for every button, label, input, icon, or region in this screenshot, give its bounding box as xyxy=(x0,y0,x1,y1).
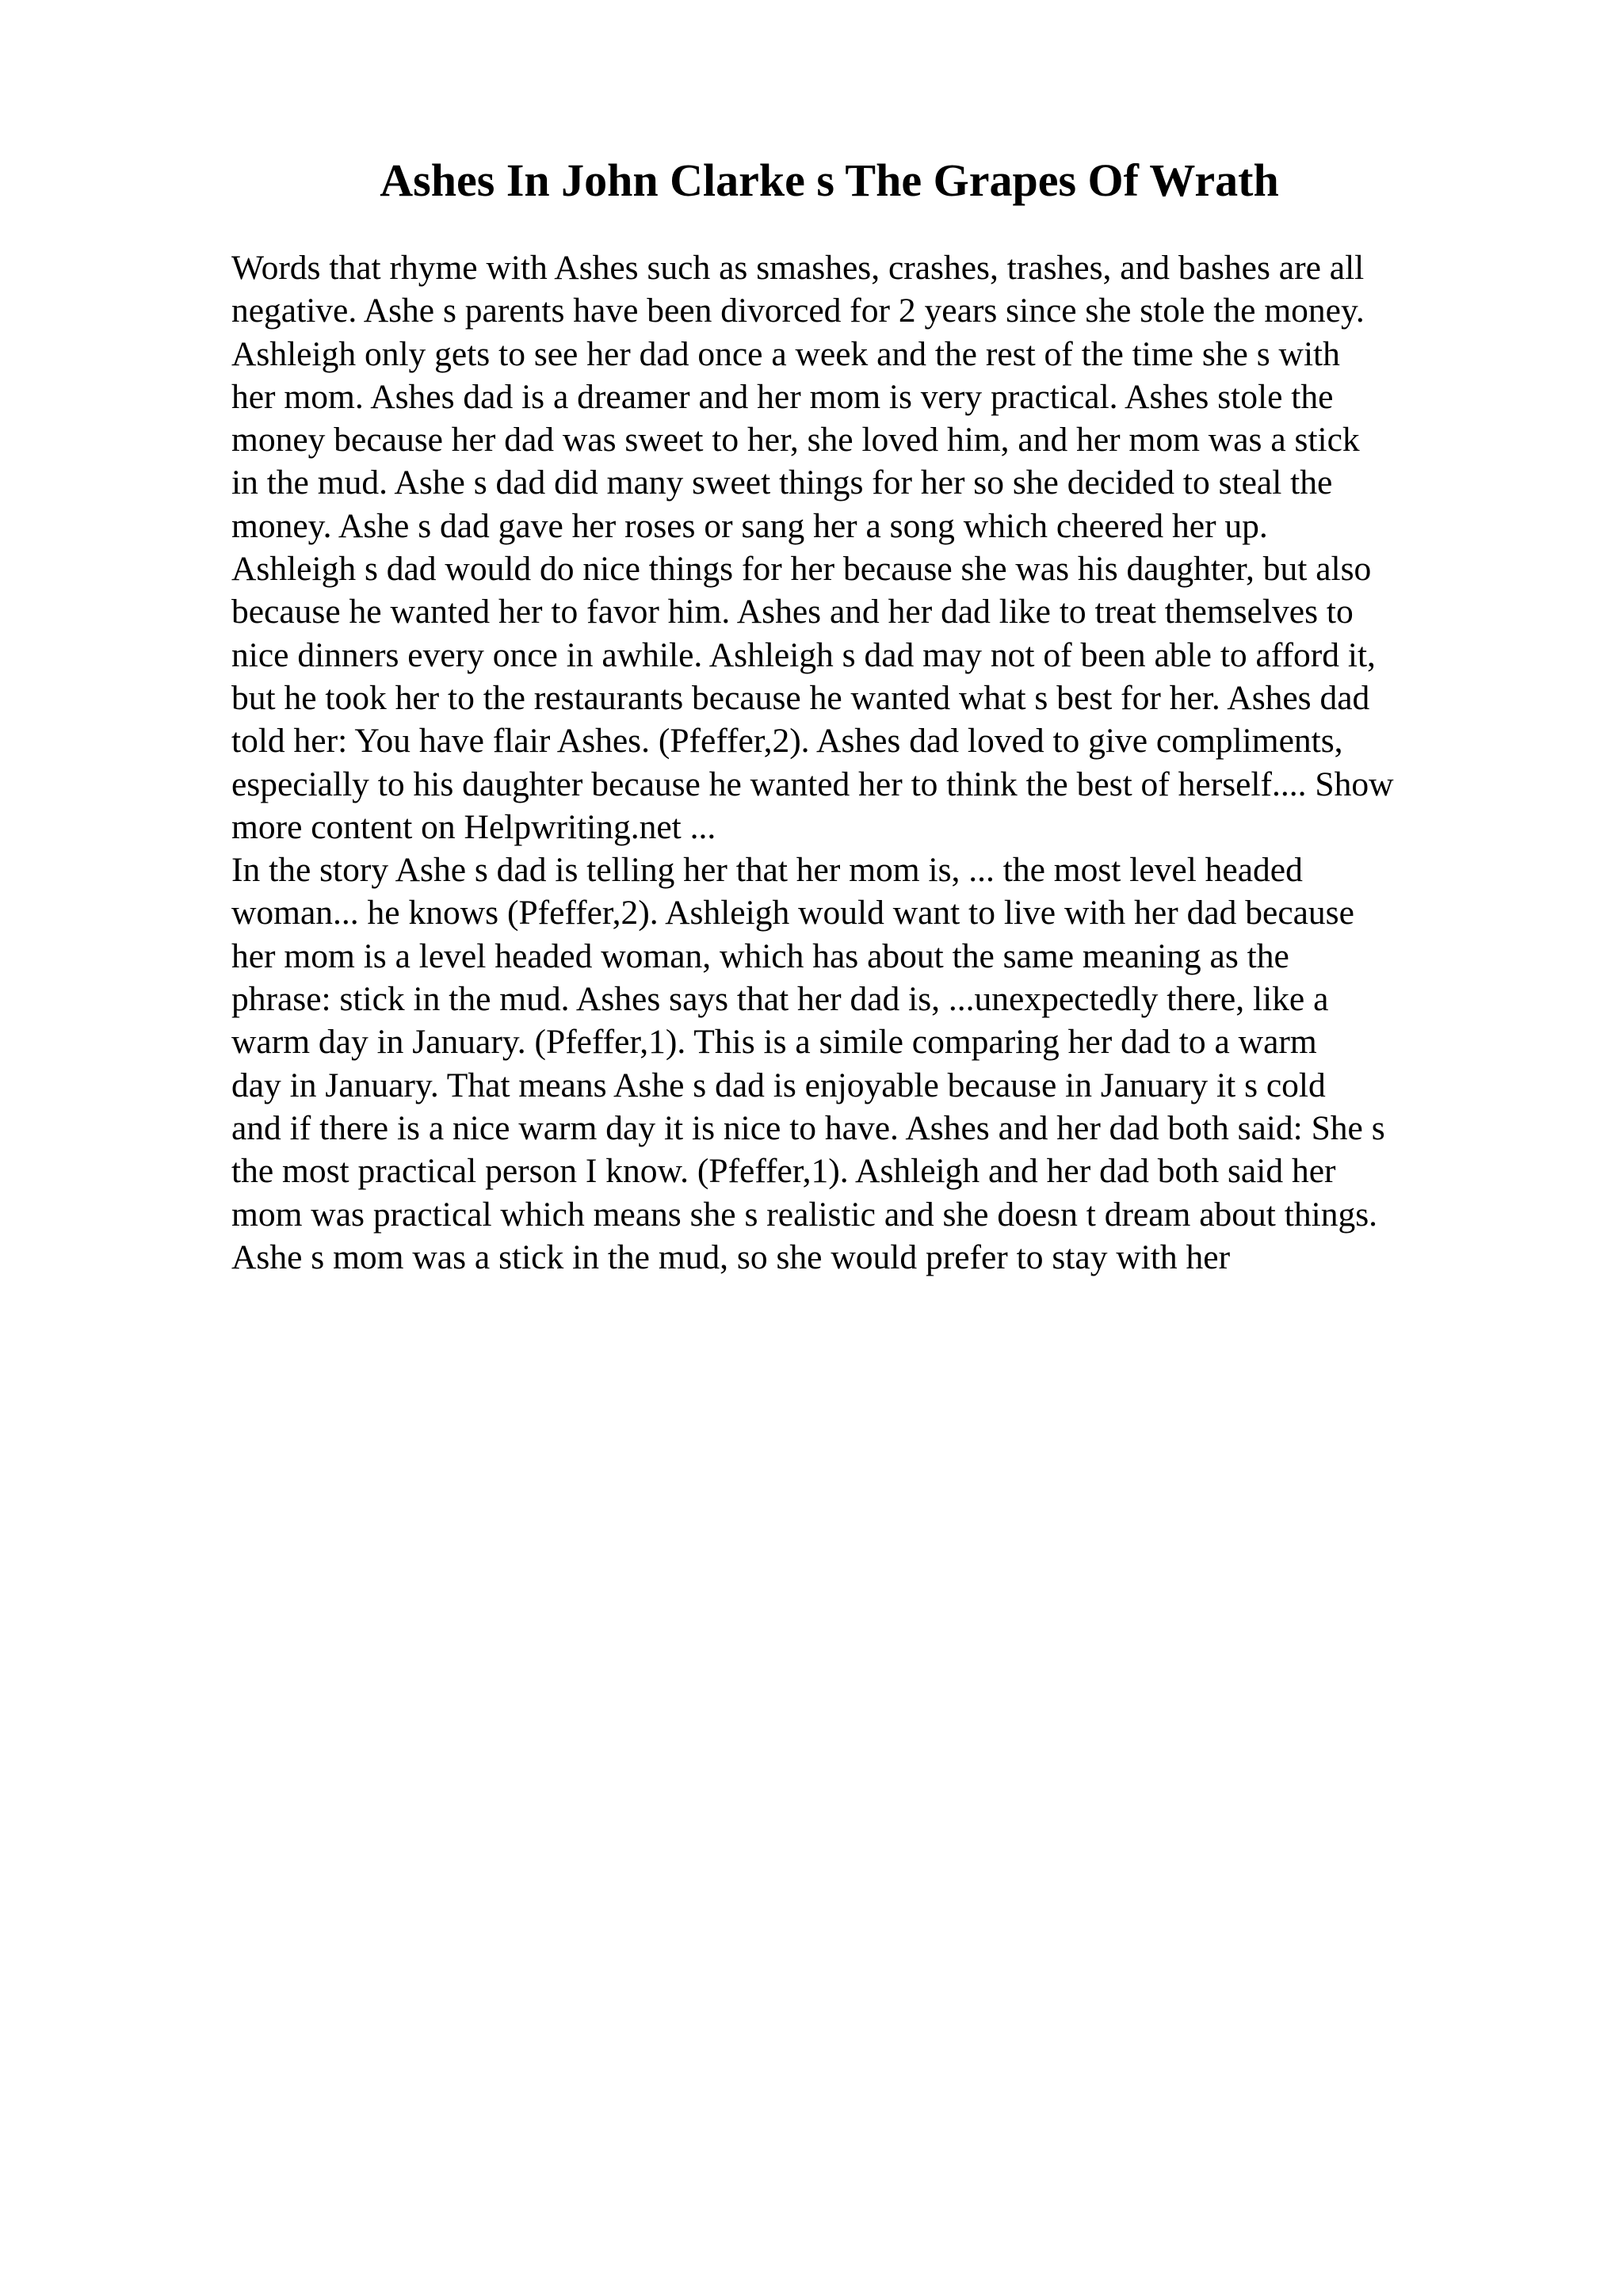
text-line: warm day in January. (Pfeffer,1). This is a simile comparing her dad to a warm xyxy=(231,1023,1317,1062)
text-line: In the story Ashe s dad is telling her that her mom is, ... the most level headed xyxy=(231,851,1303,890)
text-line: Ashe s mom was a stick in the mud, so she would prefer to stay with her xyxy=(231,1238,1231,1276)
text-line: money because her dad was sweet to her, she loved him, and her mom was a stick xyxy=(231,421,1360,460)
text-line: in the mud. Ashe s dad did many sweet things for her so she decided to steal the xyxy=(231,463,1333,502)
paragraph-2 xyxy=(231,849,1515,1279)
text-line: the most practical person I know. (Pfeffer,1). Ashleigh and her dad both said her xyxy=(231,1152,1336,1191)
text-line: Ashleigh only gets to see her dad once a week and the rest of the time she s with xyxy=(231,334,1340,373)
text-line: and if there is a nice warm day it is nice to have. Ashes and her dad both said: She s xyxy=(231,1108,1385,1147)
text-line: day in January. That means Ashe s dad is enjoyable because in January it s cold xyxy=(231,1066,1326,1104)
text-line: but he took her to the restaurants because he wanted what s best for her. Ashes dad xyxy=(231,678,1370,717)
document-title: Ashes In John Clarke s The Grapes Of Wrath xyxy=(380,154,1279,206)
text-line: money. Ashe s dad gave her roses or sang her a song which cheered her up. xyxy=(231,506,1268,545)
text-line: especially to his daughter because he wanted her to think the best of herself.... Show xyxy=(231,765,1394,803)
text-line: mom was practical which means she s realistic and she doesn t dream about things. xyxy=(231,1195,1377,1234)
text-line: told her: You have flair Ashes. (Pfeffer,2). Ashes dad loved to give compliments, xyxy=(231,722,1343,761)
text-line: because he wanted her to favor him. Ashes and her dad like to treat themselves to xyxy=(231,593,1354,631)
text-line: phrase: stick in the mud. Ashes says that her dad is, ...unexpectedly there, like a xyxy=(231,980,1329,1019)
text-line: more content on Helpwriting.net ... xyxy=(231,807,716,846)
text-line: her mom. Ashes dad is a dreamer and her mom is very practical. Ashes stole the xyxy=(231,377,1334,416)
text-line: her mom is a level headed woman, which has about the same meaning as the xyxy=(231,936,1289,975)
document-body xyxy=(231,246,1515,1279)
paragraph-1 xyxy=(231,246,1515,849)
text-line: woman... he knows (Pfeffer,2). Ashleigh would want to live with her dad because xyxy=(231,894,1354,933)
text-line: nice dinners every once in awhile. Ashleigh s dad may not of been able to afford it, xyxy=(231,635,1376,674)
text-line: Words that rhyme with Ashes such as smashes, crashes, trashes, and bashes are all xyxy=(231,249,1365,287)
text-line: negative. Ashe s parents have been divorced for 2 years since she stole the money. xyxy=(231,292,1365,330)
text-line: Ashleigh s dad would do nice things for her because she was his daughter, but also xyxy=(231,550,1372,589)
